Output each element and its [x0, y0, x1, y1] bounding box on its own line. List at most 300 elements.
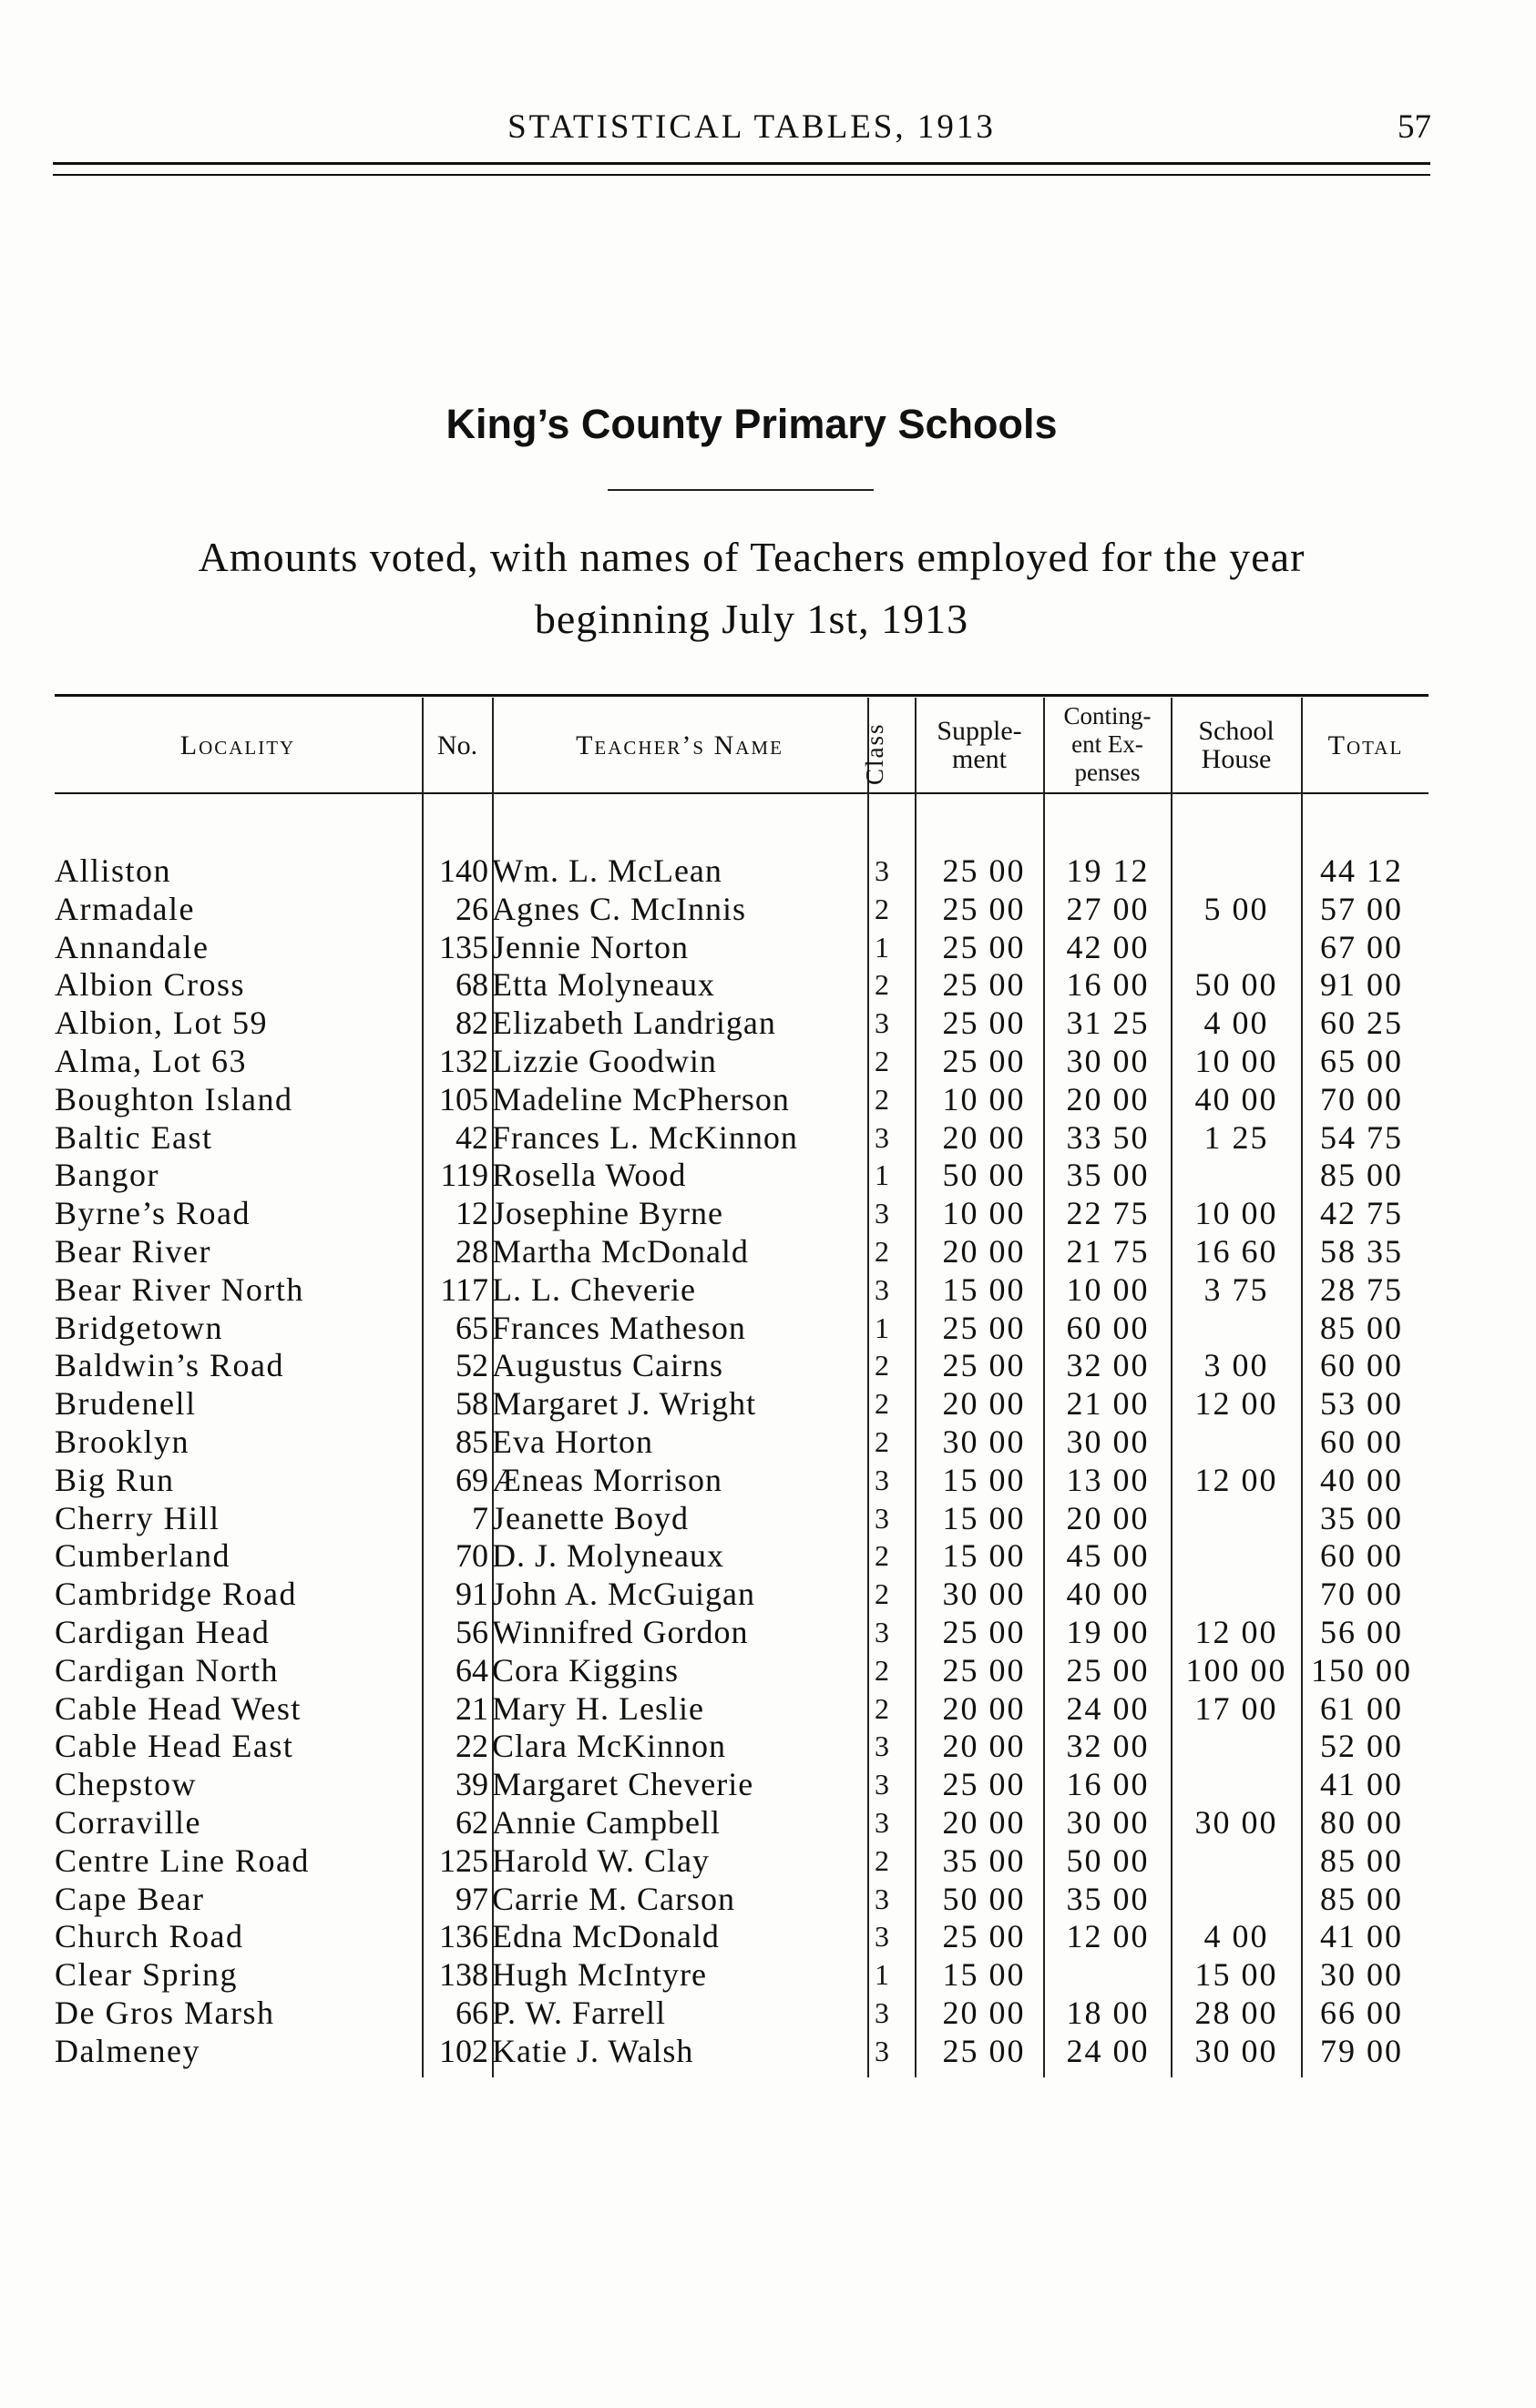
- supplement-cell: 50 00: [942, 1157, 1026, 1194]
- class-cell: 2: [875, 1843, 889, 1877]
- total-cell: 85 00: [1320, 1880, 1403, 1917]
- page-number: 57: [1398, 108, 1431, 146]
- locality-cell: Corraville: [55, 1804, 201, 1841]
- locality-cell: Albion Cross: [55, 966, 246, 1004]
- table-row: [0, 1842, 1536, 1880]
- supplement-cell: 25 00: [942, 1309, 1026, 1346]
- teacher-name-cell: P. W. Farrell: [492, 1995, 667, 2031]
- school-house-cell: 12 00: [1194, 1385, 1278, 1423]
- number-cell: 26: [456, 890, 488, 927]
- class-cell: 3: [875, 1120, 889, 1154]
- locality-cell: Bear River North: [55, 1270, 304, 1308]
- total-cell: 66 00: [1320, 1995, 1403, 2031]
- table-row: [0, 1727, 1536, 1765]
- school-house-cell: 16 60: [1194, 1233, 1278, 1270]
- class-cell: 3: [875, 1768, 889, 1801]
- locality-cell: Bangor: [55, 1157, 159, 1194]
- class-cell: 3: [875, 1616, 889, 1648]
- supplement-cell: 25 00: [942, 890, 1026, 927]
- total-cell: 52 00: [1320, 1728, 1403, 1765]
- total-cell: 67 00: [1320, 928, 1403, 965]
- supplement-cell: 20 00: [942, 1995, 1026, 2031]
- header-double-rule: [53, 162, 1430, 176]
- table-row: [0, 1917, 1536, 1955]
- number-cell: 42: [456, 1118, 488, 1156]
- contingent-expenses-cell: 31 25: [1066, 1005, 1150, 1042]
- table-row: [0, 1004, 1536, 1042]
- contingent-expenses-cell: 60 00: [1066, 1309, 1150, 1346]
- table-row: [0, 1955, 1536, 1994]
- supplement-cell: 15 00: [942, 1461, 1026, 1498]
- table-row: [0, 965, 1536, 1004]
- class-cell: 1: [875, 930, 889, 964]
- contingent-expenses-cell: 33 50: [1066, 1118, 1150, 1156]
- supplement-cell: 20 00: [942, 1118, 1026, 1156]
- page-subtitle: [55, 526, 1449, 650]
- number-cell: 39: [456, 1766, 488, 1803]
- total-cell: 150 00: [1311, 1651, 1412, 1689]
- total-cell: 70 00: [1320, 1080, 1403, 1117]
- supplement-cell: 25 00: [942, 2032, 1026, 2069]
- contingent-expenses-cell: 16 00: [1066, 1766, 1150, 1803]
- class-cell: 1: [875, 1311, 889, 1344]
- school-house-cell: 17 00: [1194, 1689, 1278, 1727]
- table-row: [0, 1156, 1536, 1194]
- school-house-cell: 40 00: [1194, 1080, 1278, 1117]
- number-cell: 136: [439, 1918, 488, 1955]
- number-cell: 91: [456, 1576, 488, 1613]
- total-cell: 60 00: [1320, 1423, 1403, 1460]
- column-header-no: No.: [436, 730, 478, 760]
- teacher-name-cell: Margaret J. Wright: [492, 1385, 757, 1423]
- locality-cell: Cable Head West: [55, 1689, 302, 1727]
- running-head: [0, 107, 1536, 153]
- supplement-cell: 15 00: [942, 1499, 1026, 1536]
- class-cell: 1: [875, 1958, 889, 1992]
- locality-cell: Boughton Island: [55, 1080, 293, 1117]
- table-row: [0, 1880, 1536, 1918]
- school-house-cell: 1 25: [1203, 1118, 1269, 1156]
- teacher-name-cell: Edna McDonald: [492, 1918, 720, 1955]
- total-cell: 58 35: [1320, 1233, 1403, 1270]
- contingent-expenses-cell: 45 00: [1066, 1537, 1150, 1575]
- total-cell: 85 00: [1320, 1157, 1403, 1194]
- class-cell: 2: [875, 1349, 889, 1383]
- table-row: [0, 1194, 1536, 1232]
- total-cell: 60 00: [1320, 1347, 1403, 1384]
- school-house-cell: 28 00: [1194, 1995, 1278, 2031]
- teacher-name-cell: Josephine Byrne: [492, 1195, 723, 1232]
- subtitle-line-1: Amounts voted, with names of Teachers employed for the year: [198, 534, 1306, 580]
- total-cell: 80 00: [1320, 1804, 1403, 1841]
- number-cell: 97: [456, 1880, 488, 1917]
- number-cell: 68: [456, 966, 488, 1004]
- title-divider: [608, 489, 874, 491]
- teacher-name-cell: John A. McGuigan: [492, 1576, 755, 1613]
- column-header-supplement: [916, 699, 1043, 791]
- school-house-cell: 50 00: [1194, 966, 1278, 1004]
- supplement-cell: 10 00: [942, 1080, 1026, 1117]
- locality-cell: Brudenell: [55, 1385, 197, 1423]
- locality-cell: Byrne’s Road: [55, 1195, 251, 1232]
- contingent-expenses-cell: 18 00: [1066, 1995, 1150, 2031]
- teacher-name-cell: Martha McDonald: [492, 1233, 749, 1270]
- total-cell: 57 00: [1320, 890, 1403, 927]
- school-house-cell: 12 00: [1194, 1614, 1278, 1650]
- class-cell: 2: [875, 892, 889, 925]
- contingent-expenses-cell: 35 00: [1066, 1880, 1150, 1917]
- class-cell: 3: [875, 1006, 889, 1040]
- contingent-expenses-cell: 16 00: [1066, 966, 1150, 1004]
- number-cell: 69: [456, 1461, 488, 1498]
- contingent-expenses-cell: 21 00: [1066, 1385, 1150, 1423]
- supplement-cell: 15 00: [942, 1956, 1026, 1994]
- column-header-contingent: [1044, 696, 1171, 792]
- contingent-expenses-cell: 35 00: [1066, 1157, 1150, 1194]
- supplement-cell: 15 00: [942, 1270, 1026, 1308]
- number-cell: 58: [456, 1385, 488, 1423]
- supplement-cell: 20 00: [942, 1385, 1026, 1423]
- total-cell: 35 00: [1320, 1499, 1403, 1536]
- column-header-school-house: [1172, 699, 1301, 791]
- teacher-name-cell: Madeline McPherson: [492, 1080, 790, 1117]
- class-cell: 3: [875, 1882, 889, 1915]
- class-cell: 3: [875, 1272, 889, 1306]
- contingent-expenses-cell: 30 00: [1066, 1423, 1150, 1460]
- number-cell: 125: [439, 1842, 488, 1879]
- locality-cell: Cherry Hill: [55, 1499, 220, 1536]
- contingent-expenses-cell: 30 00: [1066, 1804, 1150, 1841]
- number-cell: 12: [456, 1195, 488, 1232]
- supplement-cell: 30 00: [942, 1423, 1026, 1460]
- supplement-cell: 20 00: [942, 1689, 1026, 1727]
- table-row: [0, 2032, 1536, 2070]
- running-title: STATISTICAL TABLES, 1913: [507, 108, 996, 146]
- supplement-header-line-2: ment: [952, 744, 1007, 774]
- supplement-cell: 20 00: [942, 1804, 1026, 1841]
- contingent-expenses-cell: 25 00: [1066, 1651, 1150, 1689]
- number-cell: 102: [439, 2032, 488, 2069]
- locality-cell: Brooklyn: [55, 1423, 190, 1460]
- table-row: [0, 1461, 1536, 1499]
- contingent-header-line-2: ent Ex-: [1071, 730, 1143, 758]
- teacher-name-cell: Lizzie Goodwin: [492, 1043, 717, 1079]
- teacher-name-cell: Margaret Cheverie: [492, 1766, 754, 1803]
- school-house-cell: 4 00: [1203, 1918, 1269, 1955]
- class-cell: 3: [875, 1197, 889, 1230]
- table-row: [0, 928, 1536, 966]
- contingent-expenses-cell: 21 75: [1066, 1233, 1150, 1270]
- contingent-expenses-cell: 19 00: [1066, 1614, 1150, 1650]
- school-house-header-line-1: School: [1198, 716, 1275, 746]
- total-cell: 30 00: [1320, 1956, 1403, 1994]
- supplement-cell: 25 00: [942, 1043, 1026, 1079]
- school-house-cell: 30 00: [1194, 2032, 1278, 2069]
- class-cell: 2: [875, 1653, 889, 1687]
- total-cell: 65 00: [1320, 1043, 1403, 1079]
- table-row: [0, 1346, 1536, 1384]
- locality-cell: De Gros Marsh: [55, 1995, 275, 2031]
- column-header-total: Total: [1327, 730, 1404, 760]
- school-house-cell: 12 00: [1194, 1461, 1278, 1498]
- contingent-expenses-cell: 20 00: [1066, 1499, 1150, 1536]
- contingent-expenses-cell: 12 00: [1066, 1918, 1150, 1955]
- locality-cell: Dalmeney: [55, 2032, 200, 2069]
- total-cell: 85 00: [1320, 1309, 1403, 1346]
- contingent-header-line-3: penses: [1074, 758, 1141, 786]
- locality-cell: Bridgetown: [55, 1309, 223, 1346]
- table-row: [0, 1384, 1536, 1423]
- teacher-name-cell: D. J. Molyneaux: [492, 1537, 724, 1575]
- locality-cell: Baltic East: [55, 1118, 213, 1156]
- class-cell: 1: [875, 1158, 889, 1192]
- class-cell: 3: [875, 854, 889, 887]
- class-cell: 3: [875, 1920, 889, 1954]
- supplement-cell: 10 00: [942, 1195, 1026, 1232]
- table-row: [0, 1994, 1536, 2032]
- supplement-cell: 25 00: [942, 1614, 1026, 1650]
- table-top-rule: [55, 694, 1428, 697]
- class-cell: 2: [875, 1577, 889, 1611]
- locality-cell: Chepstow: [55, 1766, 197, 1803]
- teacher-name-cell: Frances Matheson: [492, 1309, 746, 1346]
- supplement-header-line-1: Supple-: [937, 716, 1022, 746]
- table-row: [0, 1423, 1536, 1461]
- locality-cell: Baldwin’s Road: [55, 1347, 284, 1384]
- locality-cell: Bear River: [55, 1233, 211, 1270]
- table-row: [0, 1575, 1536, 1613]
- contingent-expenses-cell: 50 00: [1066, 1842, 1150, 1879]
- table-row: [0, 852, 1536, 890]
- number-cell: 56: [456, 1614, 488, 1650]
- teacher-name-cell: L. L. Cheverie: [492, 1270, 696, 1308]
- teacher-name-cell: Rosella Wood: [492, 1157, 687, 1194]
- locality-cell: Cardigan Head: [55, 1614, 271, 1650]
- teacher-name-cell: Augustus Cairns: [492, 1347, 724, 1384]
- teacher-name-cell: Mary H. Leslie: [492, 1689, 704, 1727]
- class-cell: 3: [875, 1806, 889, 1839]
- locality-cell: Cumberland: [55, 1537, 230, 1575]
- contingent-expenses-cell: 42 00: [1066, 928, 1150, 965]
- contingent-expenses-cell: 24 00: [1066, 2032, 1150, 2069]
- total-cell: 54 75: [1320, 1118, 1403, 1156]
- teacher-name-cell: Hugh McIntyre: [492, 1956, 707, 1994]
- table-row: [0, 1232, 1536, 1270]
- teacher-name-cell: Frances L. McKinnon: [492, 1118, 798, 1156]
- teacher-name-cell: Annie Campbell: [492, 1804, 721, 1841]
- teacher-name-cell: Wm. L. McLean: [492, 852, 722, 889]
- school-house-cell: 100 00: [1185, 1651, 1287, 1689]
- number-cell: 66: [456, 1995, 488, 2031]
- school-house-cell: 5 00: [1203, 890, 1269, 927]
- total-cell: 60 00: [1320, 1537, 1403, 1575]
- page-title: King’s County Primary Schools: [445, 401, 1058, 447]
- number-cell: 28: [456, 1233, 488, 1270]
- number-cell: 21: [456, 1689, 488, 1727]
- total-cell: 40 00: [1320, 1461, 1403, 1498]
- school-house-cell: 3 75: [1203, 1270, 1269, 1308]
- school-house-cell: 10 00: [1194, 1043, 1278, 1079]
- table-row: [0, 1803, 1536, 1842]
- table-row: [0, 1118, 1536, 1157]
- locality-cell: Cable Head East: [55, 1728, 294, 1765]
- teacher-name-cell: Clara McKinnon: [492, 1728, 726, 1765]
- number-cell: 52: [456, 1347, 488, 1384]
- number-cell: 138: [439, 1956, 488, 1994]
- school-house-header-line-2: House: [1201, 744, 1272, 774]
- school-house-cell: 15 00: [1194, 1956, 1278, 1994]
- class-cell: 2: [875, 1235, 889, 1268]
- total-cell: 42 75: [1320, 1195, 1403, 1232]
- number-cell: 7: [472, 1499, 488, 1536]
- total-cell: 85 00: [1320, 1842, 1403, 1879]
- teacher-name-cell: Æneas Morrison: [492, 1461, 722, 1498]
- supplement-cell: 35 00: [942, 1842, 1026, 1879]
- supplement-cell: 30 00: [942, 1576, 1026, 1613]
- total-cell: 44 12: [1320, 852, 1403, 889]
- number-cell: 140: [439, 852, 488, 889]
- supplement-cell: 15 00: [942, 1537, 1026, 1575]
- contingent-expenses-cell: 24 00: [1066, 1689, 1150, 1727]
- teacher-name-cell: Cora Kiggins: [492, 1651, 679, 1689]
- contingent-expenses-cell: 27 00: [1066, 890, 1150, 927]
- supplement-cell: 25 00: [942, 928, 1026, 965]
- school-house-cell: 4 00: [1203, 1005, 1269, 1042]
- class-cell: 3: [875, 1996, 889, 2029]
- total-cell: 60 25: [1320, 1005, 1403, 1042]
- locality-cell: Centre Line Road: [55, 1842, 310, 1879]
- contingent-expenses-cell: 32 00: [1066, 1347, 1150, 1384]
- total-cell: 41 00: [1320, 1766, 1403, 1803]
- contingent-expenses-cell: 13 00: [1066, 1461, 1150, 1498]
- contingent-expenses-cell: 20 00: [1066, 1080, 1150, 1117]
- table-row: [0, 1080, 1536, 1118]
- number-cell: 85: [456, 1423, 488, 1460]
- number-cell: 70: [456, 1537, 488, 1575]
- table-row: [0, 1536, 1536, 1575]
- contingent-expenses-cell: 30 00: [1066, 1043, 1150, 1079]
- locality-cell: Alliston: [55, 852, 172, 889]
- class-cell: 3: [875, 1729, 889, 1763]
- class-cell: 2: [875, 1387, 889, 1421]
- locality-cell: Armadale: [55, 890, 195, 927]
- class-cell: 2: [875, 1691, 889, 1725]
- number-cell: 105: [439, 1080, 488, 1117]
- school-house-cell: 10 00: [1194, 1195, 1278, 1232]
- number-cell: 64: [456, 1651, 488, 1689]
- number-cell: 62: [456, 1804, 488, 1841]
- supplement-cell: 20 00: [942, 1233, 1026, 1270]
- table-row: [0, 1270, 1536, 1309]
- contingent-expenses-cell: 19 12: [1066, 852, 1150, 889]
- total-cell: 91 00: [1320, 966, 1403, 1004]
- total-cell: 28 75: [1320, 1270, 1403, 1308]
- table-row: [0, 1689, 1536, 1728]
- supplement-cell: 25 00: [942, 1005, 1026, 1042]
- table-header-rule: [55, 792, 1428, 794]
- class-cell: 2: [875, 1425, 889, 1458]
- locality-cell: Annandale: [55, 928, 210, 965]
- column-header-locality: Locality: [179, 730, 296, 760]
- contingent-header-line-1: Conting-: [1063, 701, 1152, 730]
- class-cell: 2: [875, 1539, 889, 1573]
- column-header-teacher: Teacher’s Name: [576, 730, 783, 760]
- total-cell: 53 00: [1320, 1385, 1403, 1423]
- locality-cell: Church Road: [55, 1918, 244, 1955]
- number-cell: 132: [439, 1043, 488, 1079]
- teacher-name-cell: Harold W. Clay: [492, 1842, 710, 1879]
- number-cell: 135: [439, 928, 488, 965]
- table-row: [0, 890, 1536, 928]
- supplement-cell: 25 00: [942, 1651, 1026, 1689]
- subtitle-line-2: beginning July 1st, 1913: [534, 596, 969, 642]
- teacher-name-cell: Elizabeth Landrigan: [492, 1005, 776, 1042]
- class-cell: 3: [875, 1463, 889, 1496]
- number-cell: 22: [456, 1728, 488, 1765]
- total-cell: 56 00: [1320, 1614, 1403, 1650]
- total-cell: 41 00: [1320, 1918, 1403, 1955]
- locality-cell: Big Run: [55, 1461, 175, 1498]
- table-row: [0, 1309, 1536, 1347]
- school-house-cell: 30 00: [1194, 1804, 1278, 1841]
- supplement-cell: 20 00: [942, 1728, 1026, 1765]
- supplement-cell: 25 00: [942, 966, 1026, 1004]
- table-row: [0, 1042, 1536, 1080]
- supplement-cell: 25 00: [942, 1766, 1026, 1803]
- locality-cell: Cambridge Road: [55, 1576, 297, 1613]
- teacher-name-cell: Eva Horton: [492, 1423, 653, 1460]
- teacher-name-cell: Winnifred Gordon: [492, 1614, 749, 1650]
- table-row: [0, 1651, 1536, 1689]
- class-cell: 2: [875, 968, 889, 1002]
- teacher-name-cell: Etta Molyneaux: [492, 966, 715, 1004]
- teacher-name-cell: Agnes C. McInnis: [492, 890, 746, 927]
- contingent-expenses-cell: 32 00: [1066, 1728, 1150, 1765]
- number-cell: 65: [456, 1309, 488, 1346]
- total-cell: 61 00: [1320, 1689, 1403, 1727]
- teacher-name-cell: Carrie M. Carson: [492, 1880, 735, 1917]
- number-cell: 82: [456, 1005, 488, 1042]
- contingent-expenses-cell: 22 75: [1066, 1195, 1150, 1232]
- contingent-expenses-cell: 10 00: [1066, 1270, 1150, 1308]
- supplement-cell: 25 00: [942, 1347, 1026, 1384]
- total-cell: 79 00: [1320, 2032, 1403, 2069]
- table-row: [0, 1765, 1536, 1803]
- class-cell: 3: [875, 1501, 889, 1535]
- class-cell: 2: [875, 1045, 889, 1077]
- locality-cell: Albion, Lot 59: [55, 1005, 268, 1042]
- teacher-name-cell: Katie J. Walsh: [492, 2032, 694, 2069]
- class-cell: 2: [875, 1082, 889, 1116]
- supplement-cell: 25 00: [942, 852, 1026, 889]
- locality-cell: Alma, Lot 63: [55, 1043, 247, 1079]
- contingent-expenses-cell: 40 00: [1066, 1576, 1150, 1613]
- school-house-cell: 3 00: [1203, 1347, 1269, 1384]
- supplement-cell: 50 00: [942, 1880, 1026, 1917]
- locality-cell: Cape Bear: [55, 1880, 205, 1917]
- number-cell: 119: [440, 1157, 488, 1194]
- supplement-cell: 25 00: [942, 1918, 1026, 1955]
- locality-cell: Cardigan North: [55, 1651, 279, 1689]
- table-row: [0, 1499, 1536, 1537]
- table-row: [0, 1613, 1536, 1651]
- number-cell: 117: [440, 1270, 488, 1308]
- column-header-class: Class: [861, 722, 888, 785]
- class-cell: 3: [875, 2034, 889, 2067]
- locality-cell: Clear Spring: [55, 1956, 238, 1994]
- total-cell: 70 00: [1320, 1576, 1403, 1613]
- teacher-name-cell: Jennie Norton: [492, 928, 689, 965]
